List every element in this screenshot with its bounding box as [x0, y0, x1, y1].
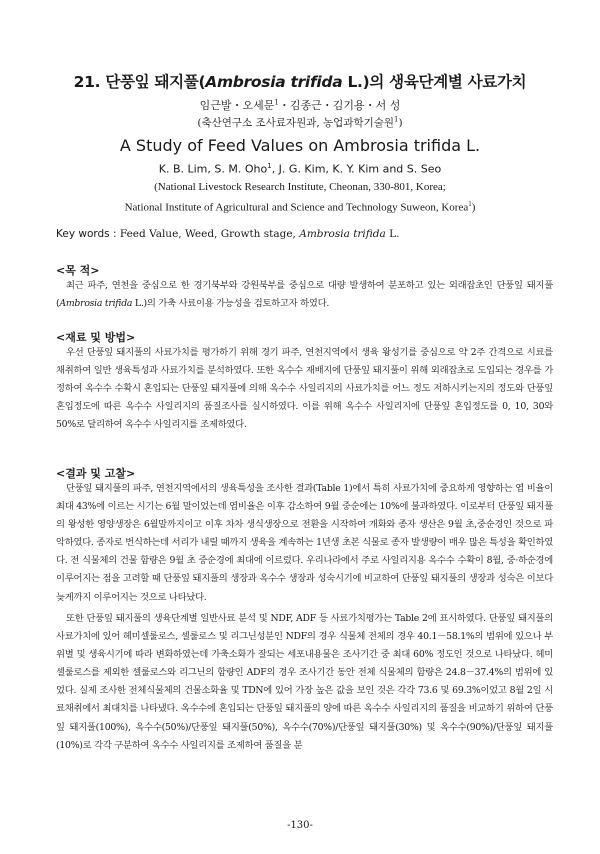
title-prefix: 단풍잎 돼지풀(: [105, 73, 206, 91]
keywords-tail: L.: [385, 228, 400, 240]
section-heading-results: <결과 및 고찰>: [56, 467, 136, 480]
affiliation-korean-sup: 1: [394, 115, 399, 124]
affiliation-english-line2: [0, 200, 600, 214]
keywords: [56, 228, 556, 240]
authors-english-b: , J. G. Kim, K. Y. Kim and S. Seo: [271, 162, 442, 176]
section-heading-purpose: <목 적>: [56, 264, 100, 277]
affiliation-english-text: National Institute of Agricultural and Science and Technology Suweon, Korea: [124, 201, 469, 214]
authors-english: [0, 162, 600, 176]
title-latin-name: Ambrosia trifida: [205, 73, 343, 91]
purpose-text-a: 최근 파주, 연천을 중심으로 한 경기북부와 강원북부를 중심으로 대량 발생하여 분포하고 있는 외래잡초인 단풍잎 돼지풀(: [56, 280, 553, 310]
section-body-results-1: 단풍잎 돼지풀의 파주, 연천지역에서의 생육특성을 조사한 결과(Table 1)에서 특히 사료가치에 중요하게 영향하는 엽 비율이 최대 43%에 이르는 시기는 6월 말이었는데 엽비율은 이후 감소하여 9월 중순에는 10%에 불과하였다. 이로부터 단풍잎 돼지풀의 왕성한 영양생장은 6월말까지이고 이후 차차 생식생장으로 전환을 시작하여 개화와 종자 생산은 9월 초,중순경인 것으로 파악하였다. 종자로 번식하는데 서리가 내릴 때까지 생육을 계속하는 1년생 초본 식물로 종자 발생량이 매우 많은 특성을 확인하였다. 전 식물체의 건물 함량은 9월 초 중순경에 최대에 이르렀다. 우리나라에서 주로 사일리지용 옥수수 수확이 8월, 중·하순경에 이루어지는 점을 고려할 때 단풍잎 돼지풀의 생장과 옥수수 생장과 성숙시기에 비교하여 단풍잎 돼지풀의 생장과 성숙은 이보다 늦게까지 이루어지는 것으로 나타났다.: [56, 483, 553, 603]
affiliation-korean-text: (축산연구소 조사료자원과, 농업과학기술원: [197, 117, 395, 129]
affiliation-korean-close: ): [398, 117, 403, 129]
affiliation-english-sup: 1: [468, 200, 472, 208]
purpose-text-b: L.)의 가축 사료이용 가능성을 검토하고자 하였다.: [132, 298, 330, 310]
purpose-latin-name: Ambrosia trifida: [59, 298, 133, 310]
title-korean: [0, 70, 600, 92]
keywords-label: Key words :: [56, 228, 120, 240]
authors-korean-b: ・김종근・김기용・서 성: [278, 99, 401, 112]
section-body-methods: 우선 단풍잎 돼지풀의 사료가치를 평가하기 위해 경기 파주, 연천지역에서 생육 왕성기를 중심으로 약 2주 간격으로 시료를 채취하여 일반 생육특성과 사료가치를 분석하였다. 또한 옥수수 재배지에 단풍잎 돼지풀이 위해 외래잡초로 도입되는 경우를 가정하여 옥수수 수확시 혼입되는 단풍잎 돼지풀에 의해 옥수수 사일리지의 사료가치를 어느 정도 저하시키는지의 정도와 단풍잎 혼입정도에 따른 옥수수 사일리지의 품질조사를 실시하였다. 이를 위해 옥수수 사일리지에 단풍잎 혼입정도를 0, 10, 30와 50%로 달리하여 옥수수 사일리지를 조제하였다.: [56, 347, 553, 431]
authors-korean: [0, 97, 600, 113]
authors-english-sup: 1: [267, 162, 272, 170]
keywords-species: Ambrosia trifida: [299, 228, 386, 240]
affiliation-english-close: ): [471, 201, 476, 214]
section-body-results-2: 또한 단풍잎 돼지풀의 생육단계별 일반사료 분석 및 NDF, ADF 등 사료가치평가는 Table 2에 표시하였다. 단풍잎 돼지풀의 사료가치에 있어 헤미셀룰로스, 셀룰로스 및 리그닌성분인 NDF의 경우 식물체 전체의 경우 40.1－58.1%의 범위에 있으나 부위별 및 생육시기에 따라 변화하였는데 가축소화가 잘되는 세포내용물은 조사기간 중 최대 60% 정도인 것으로 나타났다. 헤미셀룰로스를 제외한 셀룰로스와 리그닌의 함량인 ADF의 경우 조사기간 동안 전체 식물체의 함량은 24.8－37.4%의 범위에 있었다. 실제 조사한 전체식물체의 건물소화율 및 TDN에 있어 가장 높은 값을 보인 것은 각각 73.6 및 69.3%이었고 8월 2일 시료채취에서 최대치를 나타냈다. 옥수수에 혼입되는 단풍잎 돼지풀의 양에 따른 옥수수 사일리지의 품질을 비교하기 위하여 단풍잎 돼지풀(100%), 옥수수(50%)/단풍잎 돼지풀(50%), 옥수수(70%)/단풍잎 돼지풀(30%) 및 옥수수(90%)/단풍잎 돼지풀(10%)로 각각 구분하여 옥수수 사일리지를 조제하여 품질을 분: [56, 613, 553, 751]
authors-english-a: K. B. Lim, S. M. Oho: [158, 162, 268, 176]
keywords-terms: Feed Value, Weed, Growth stage,: [119, 228, 300, 240]
affiliation-english-line1: (National Livestock Research Institute, Cheonan, 330-801, Korea;: [154, 181, 446, 193]
title-number: 21.: [73, 73, 101, 91]
page-number: -130-: [287, 820, 313, 831]
authors-korean-a: 임근발・오세문: [199, 99, 275, 112]
section-heading-methods: <재료 및 방법>: [56, 331, 136, 344]
title-suffix: L.)의 생육단계별 사료가치: [342, 73, 527, 91]
section-body-purpose: [56, 277, 553, 313]
affiliation-korean: [0, 115, 600, 130]
title-english: A Study of Feed Values on Ambrosia trifida L.: [119, 136, 481, 155]
authors-korean-sup: 1: [274, 98, 279, 107]
